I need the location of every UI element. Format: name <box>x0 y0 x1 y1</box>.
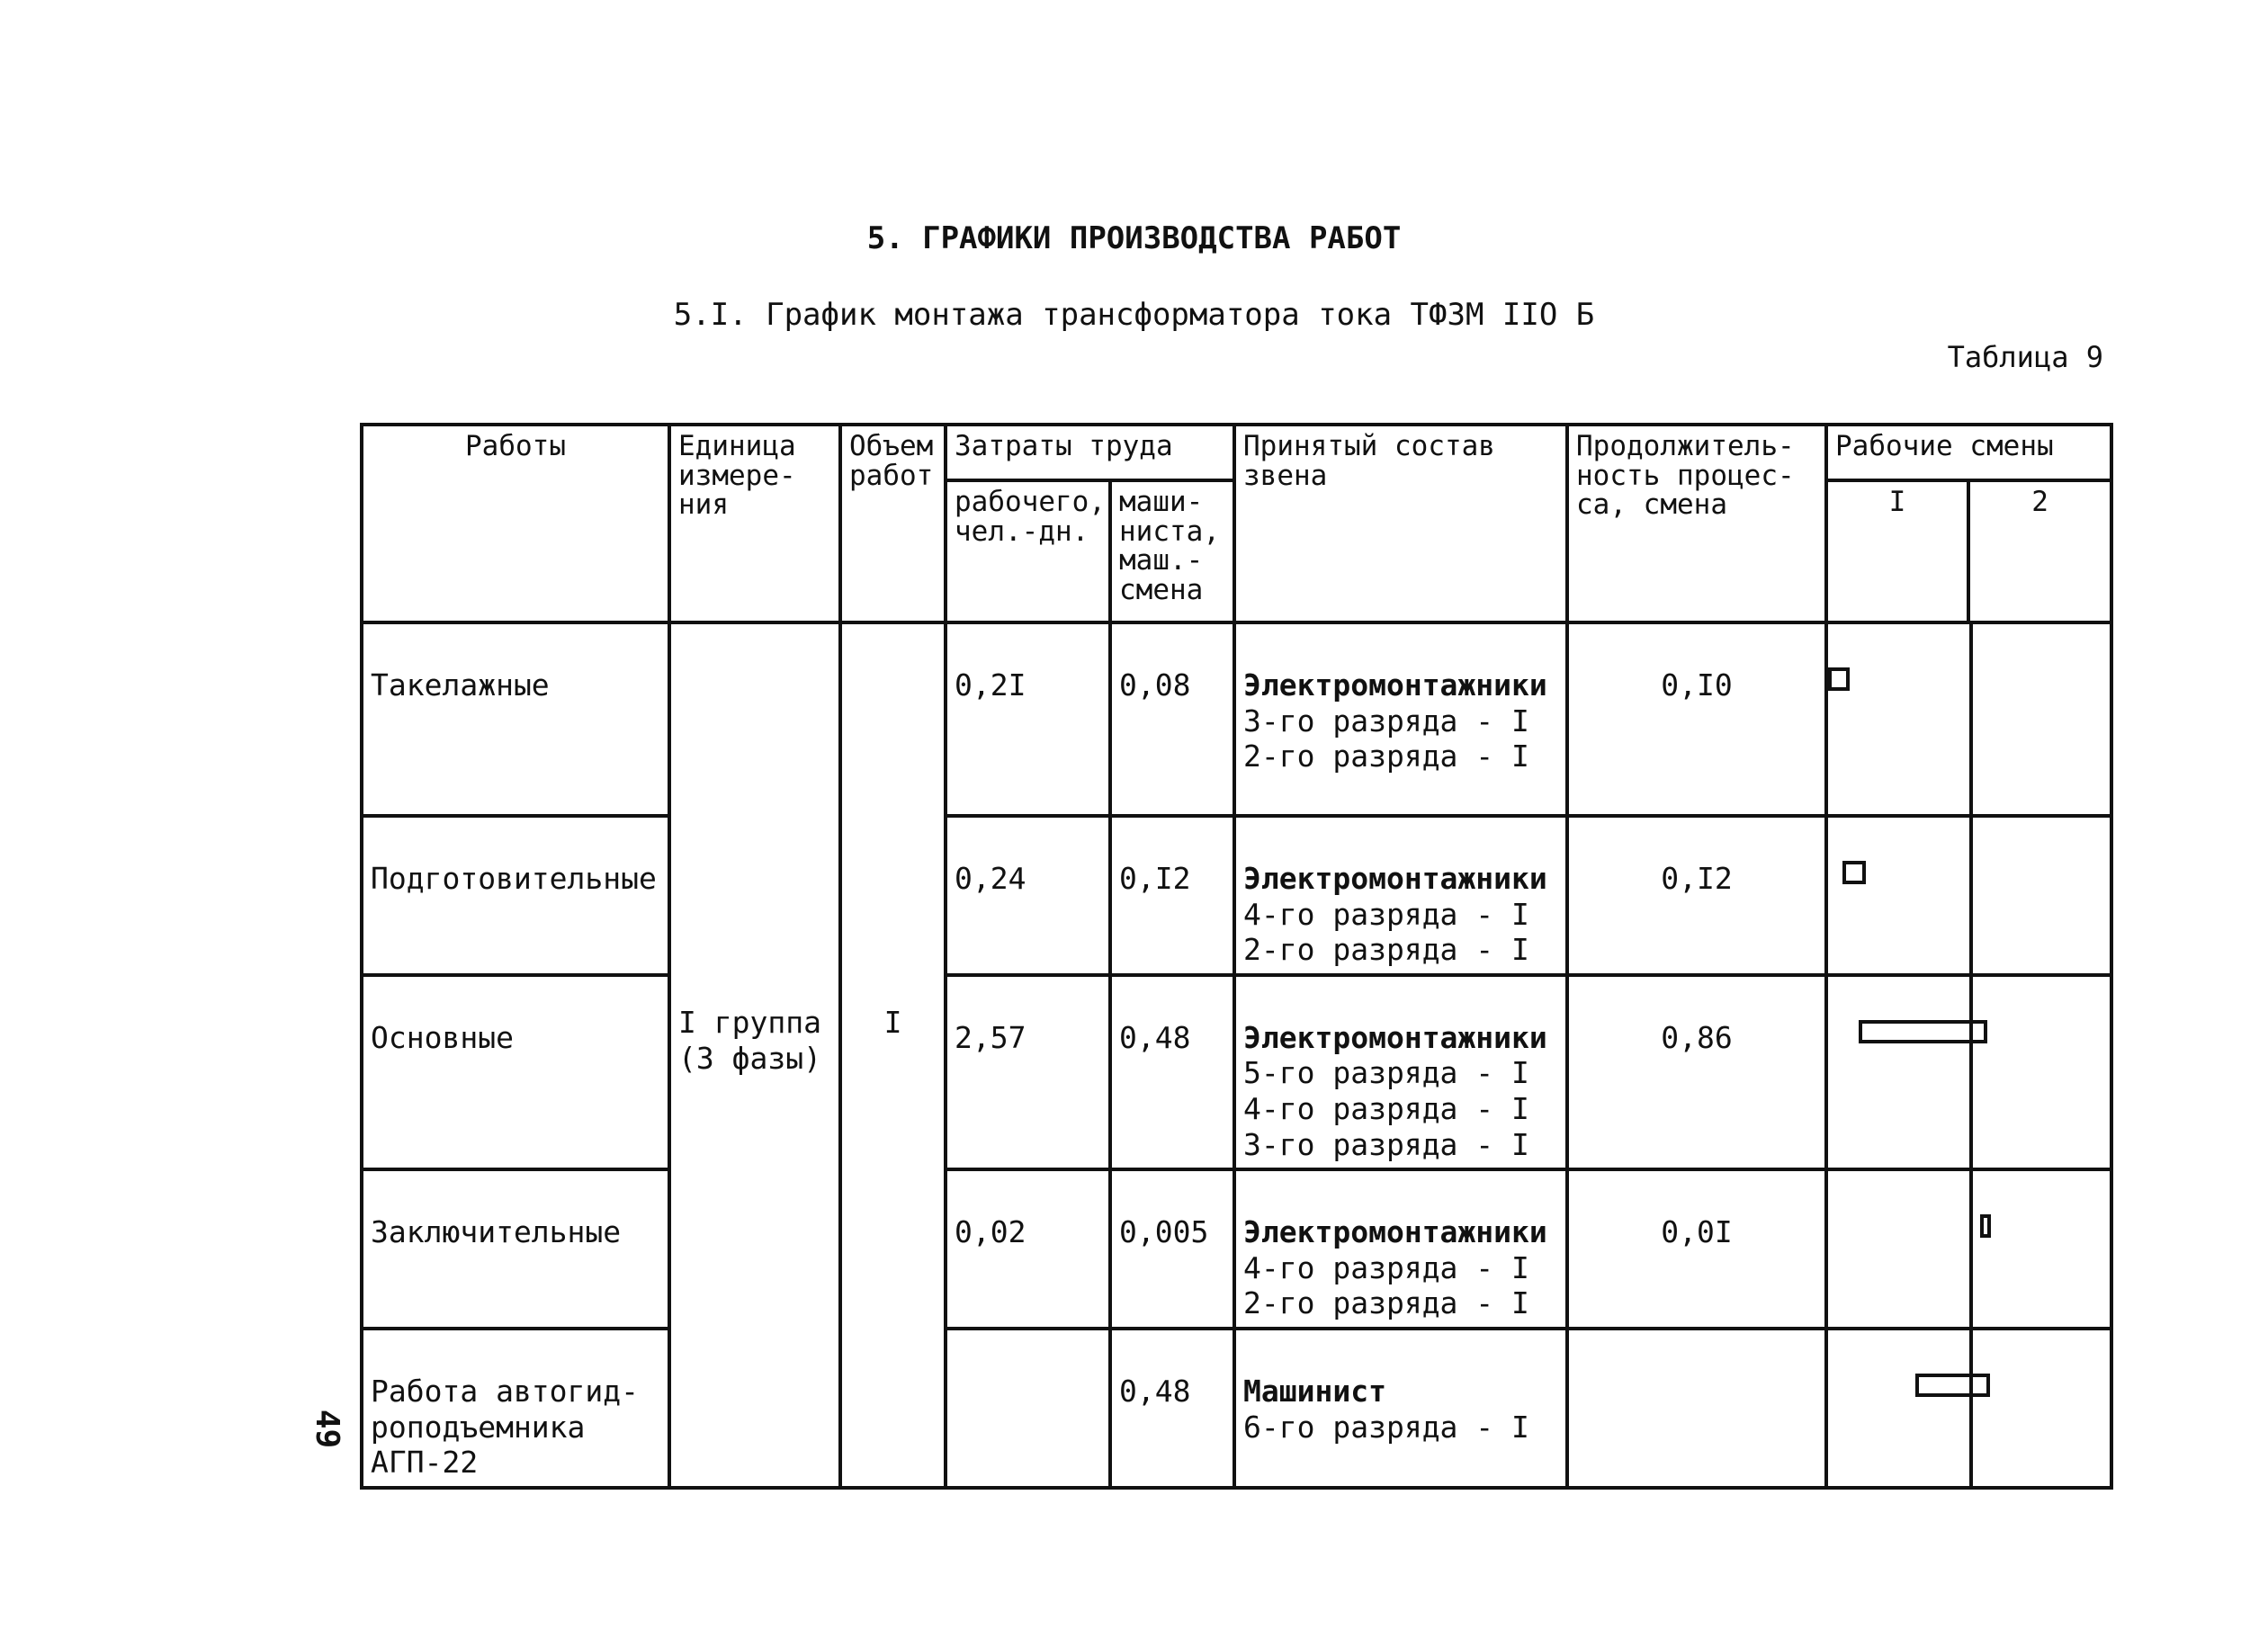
shift-bar <box>1915 1374 1990 1397</box>
work-name: Подготовительные <box>362 816 669 975</box>
crew-line: 4-го разряда - I <box>1243 1090 1529 1126</box>
unit-value: I группа (3 фазы) <box>678 1005 821 1076</box>
header-shift-1: I <box>1826 480 1968 622</box>
header-volume: Объем работ <box>840 425 946 622</box>
header-labor-machinist: маши-ниста, маш.-смена <box>1110 480 1234 622</box>
crew-line: 4-го разряда - I <box>1243 896 1529 932</box>
crew-line: Машинист <box>1243 1373 1386 1409</box>
crew-line: Электромонтажники <box>1243 1214 1547 1250</box>
labor-machinist-value: 0,48 <box>1110 975 1234 1169</box>
duration-value: 0,0I <box>1567 1169 1826 1329</box>
header-shifts: Рабочие смены <box>1826 425 2111 480</box>
crew-cell <box>1234 1329 1567 1488</box>
crew-line: Электромонтажники <box>1243 1019 1547 1055</box>
volume-cell <box>840 622 946 1488</box>
duration-value: 0,I0 <box>1567 622 1826 816</box>
table-row <box>362 1169 2111 1329</box>
work-name: Заключительные <box>362 1169 669 1329</box>
table-row <box>362 1329 2111 1488</box>
work-name: Основные <box>362 975 669 1169</box>
crew-cell <box>1234 975 1567 1169</box>
shift-bar-cell <box>1826 1169 2111 1329</box>
crew-line: 2-го разряда - I <box>1243 932 1529 968</box>
page-number: 49 <box>309 1409 346 1449</box>
crew-line: 2-го разряда - I <box>1243 738 1529 774</box>
table-label: Таблица 9 <box>1947 340 2103 374</box>
duration-value <box>1567 1329 1826 1488</box>
labor-machinist-value: 0,I2 <box>1110 816 1234 975</box>
unit-cell <box>669 622 840 1488</box>
crew-cell <box>1234 1169 1567 1329</box>
crew-line: 2-го разряда - I <box>1243 1285 1529 1321</box>
shift-divider <box>1969 818 1973 973</box>
table-row <box>362 975 2111 1169</box>
header-shift-2: 2 <box>1968 480 2111 622</box>
schedule-table <box>360 423 2113 1490</box>
shift-bar-cell <box>1826 1329 2111 1488</box>
duration-value: 0,I2 <box>1567 816 1826 975</box>
work-name: Такелажные <box>362 622 669 816</box>
labor-worker-value: 0,02 <box>946 1169 1110 1329</box>
crew-line: Электромонтажники <box>1243 861 1547 896</box>
header-labor-worker: рабочего, чел.-дн. <box>946 480 1110 622</box>
header-labor: Затраты труда <box>946 425 1234 480</box>
labor-machinist-value: 0,005 <box>1110 1169 1234 1329</box>
crew-line: 5-го разряда - I <box>1243 1055 1529 1091</box>
shift-divider <box>1969 977 1973 1168</box>
subsection-heading: 5.I. График монтажа трансформатора тока ТФЗМ IIO Б <box>673 297 1595 333</box>
header-duration: Продолжитель-ность процес-са, смена <box>1567 425 1826 622</box>
shift-bar-cell <box>1826 622 2111 816</box>
shift-divider <box>1969 1330 1973 1486</box>
crew-line: 3-го разряда - I <box>1243 1126 1529 1162</box>
labor-worker-value: 2,57 <box>946 975 1110 1169</box>
labor-worker-value: 0,2I <box>946 622 1110 816</box>
crew-line: 6-го разряда - I <box>1243 1409 1529 1445</box>
shift-bar <box>1842 861 1867 884</box>
shift-bar-cell <box>1826 975 2111 1169</box>
header-works: Работы <box>362 425 669 622</box>
shift-bar <box>1828 667 1850 691</box>
header-unit: Единица измере-ния <box>669 425 840 622</box>
labor-worker-value <box>946 1329 1110 1488</box>
crew-cell <box>1234 816 1567 975</box>
labor-machinist-value: 0,08 <box>1110 622 1234 816</box>
crew-line: Электромонтажники <box>1243 667 1547 703</box>
shift-bar-cell <box>1826 816 2111 975</box>
header-crew: Принятый состав звена <box>1234 425 1567 622</box>
section-heading: 5. ГРАФИКИ ПРОИЗВОДСТВА РАБОТ <box>866 220 1402 256</box>
shift-divider <box>1969 1171 1973 1327</box>
work-name: Работа автогид-роподъемника АГП-22 <box>362 1329 669 1488</box>
table-row <box>362 816 2111 975</box>
shift-bar <box>1980 1214 1991 1238</box>
crew-line: 3-го разряда - I <box>1243 703 1529 738</box>
duration-value: 0,86 <box>1567 975 1826 1169</box>
labor-worker-value: 0,24 <box>946 816 1110 975</box>
shift-divider <box>1969 624 1973 814</box>
crew-line: 4-го разряда - I <box>1243 1249 1529 1285</box>
table-row <box>362 622 2111 816</box>
labor-machinist-value: 0,48 <box>1110 1329 1234 1488</box>
volume-value: I <box>883 1005 902 1040</box>
crew-cell <box>1234 622 1567 816</box>
